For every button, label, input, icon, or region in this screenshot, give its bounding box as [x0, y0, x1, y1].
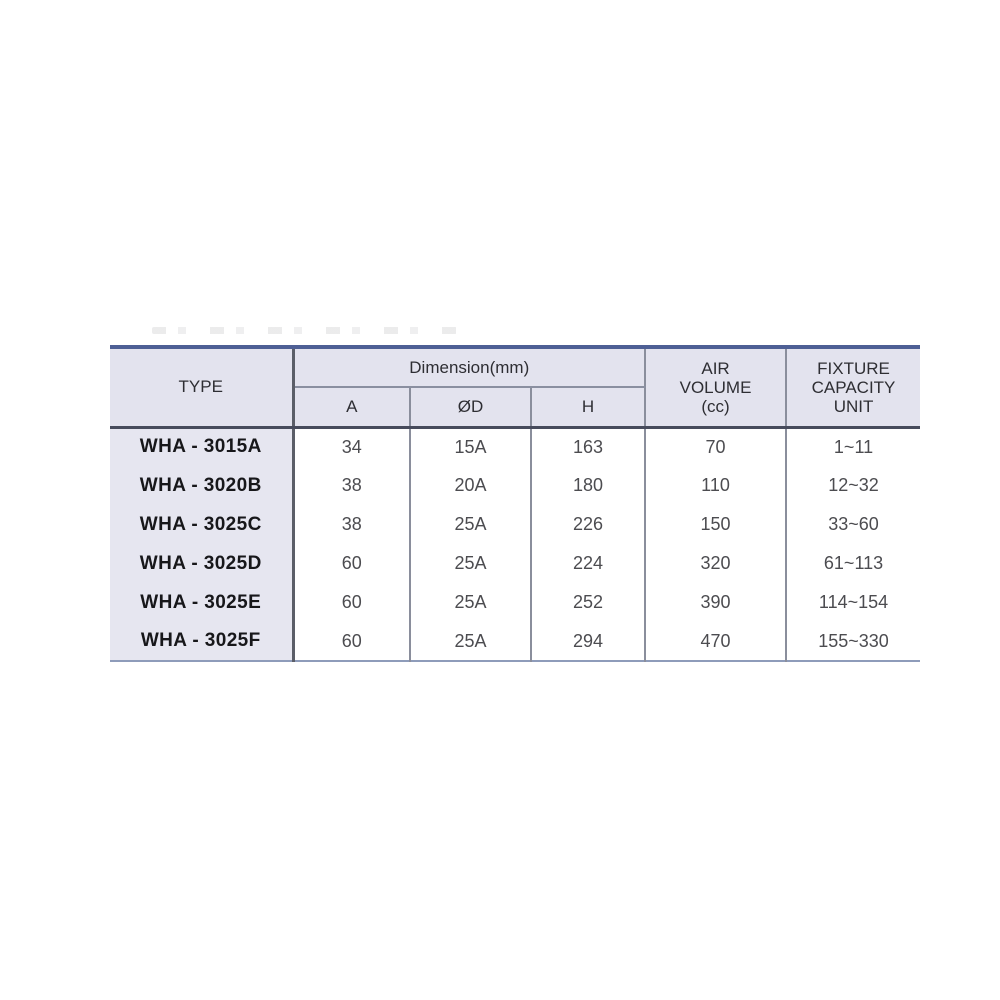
- air-volume-cell: 390: [645, 583, 786, 622]
- fixture-line-1: FIXTURE: [817, 358, 890, 378]
- air-volume-line-1: AIR: [701, 358, 730, 378]
- table-row: [110, 583, 920, 622]
- col-header-type: TYPE: [110, 347, 293, 427]
- a-cell: 60: [293, 622, 410, 661]
- type-cell: WHA - 3025F: [110, 622, 293, 661]
- od-cell: 25A: [410, 505, 531, 544]
- table-row: [110, 505, 920, 544]
- a-cell: 60: [293, 544, 410, 583]
- fixture-capacity-cell: 33~60: [786, 505, 920, 544]
- col-header-od: ØD: [410, 387, 531, 427]
- h-cell: 180: [531, 466, 645, 505]
- h-cell: 224: [531, 544, 645, 583]
- fixture-capacity-cell: 155~330: [786, 622, 920, 661]
- air-volume-line-2: VOLUME: [679, 377, 752, 397]
- col-header-fixture-capacity: [786, 347, 920, 427]
- air-volume-cell: 150: [645, 505, 786, 544]
- fixture-capacity-cell: 1~11: [786, 427, 920, 466]
- air-volume-line-3: (cc): [701, 396, 730, 416]
- fixture-line-2: CAPACITY: [811, 377, 896, 397]
- fixture-line-3: UNIT: [833, 396, 874, 416]
- h-cell: 252: [531, 583, 645, 622]
- table-row: [110, 622, 920, 661]
- faint-print-artifact: [152, 327, 457, 334]
- h-cell: 163: [531, 427, 645, 466]
- air-volume-cell: 470: [645, 622, 786, 661]
- col-header-a: A: [293, 387, 410, 427]
- a-cell: 60: [293, 583, 410, 622]
- od-cell: 25A: [410, 583, 531, 622]
- a-cell: 38: [293, 466, 410, 505]
- air-volume-cell: 320: [645, 544, 786, 583]
- type-cell: WHA - 3015A: [110, 427, 293, 466]
- od-cell: 25A: [410, 622, 531, 661]
- col-header-h: H: [531, 387, 645, 427]
- type-cell: WHA - 3025E: [110, 583, 293, 622]
- table-row: [110, 466, 920, 505]
- col-header-air-volume: [645, 347, 786, 427]
- fixture-capacity-cell: 12~32: [786, 466, 920, 505]
- header-row-top: [110, 347, 920, 387]
- od-cell: 25A: [410, 544, 531, 583]
- od-cell: 15A: [410, 427, 531, 466]
- type-cell: WHA - 3025C: [110, 505, 293, 544]
- table-row: [110, 544, 920, 583]
- a-cell: 38: [293, 505, 410, 544]
- type-cell: WHA - 3020B: [110, 466, 293, 505]
- h-cell: 226: [531, 505, 645, 544]
- col-header-dimension-group: Dimension(mm): [293, 347, 645, 387]
- fixture-capacity-cell: 114~154: [786, 583, 920, 622]
- h-cell: 294: [531, 622, 645, 661]
- table-row: [110, 427, 920, 466]
- air-volume-cell: 110: [645, 466, 786, 505]
- od-cell: 20A: [410, 466, 531, 505]
- spec-table: [110, 345, 920, 662]
- fixture-capacity-cell: 61~113: [786, 544, 920, 583]
- air-volume-cell: 70: [645, 427, 786, 466]
- type-cell: WHA - 3025D: [110, 544, 293, 583]
- a-cell: 34: [293, 427, 410, 466]
